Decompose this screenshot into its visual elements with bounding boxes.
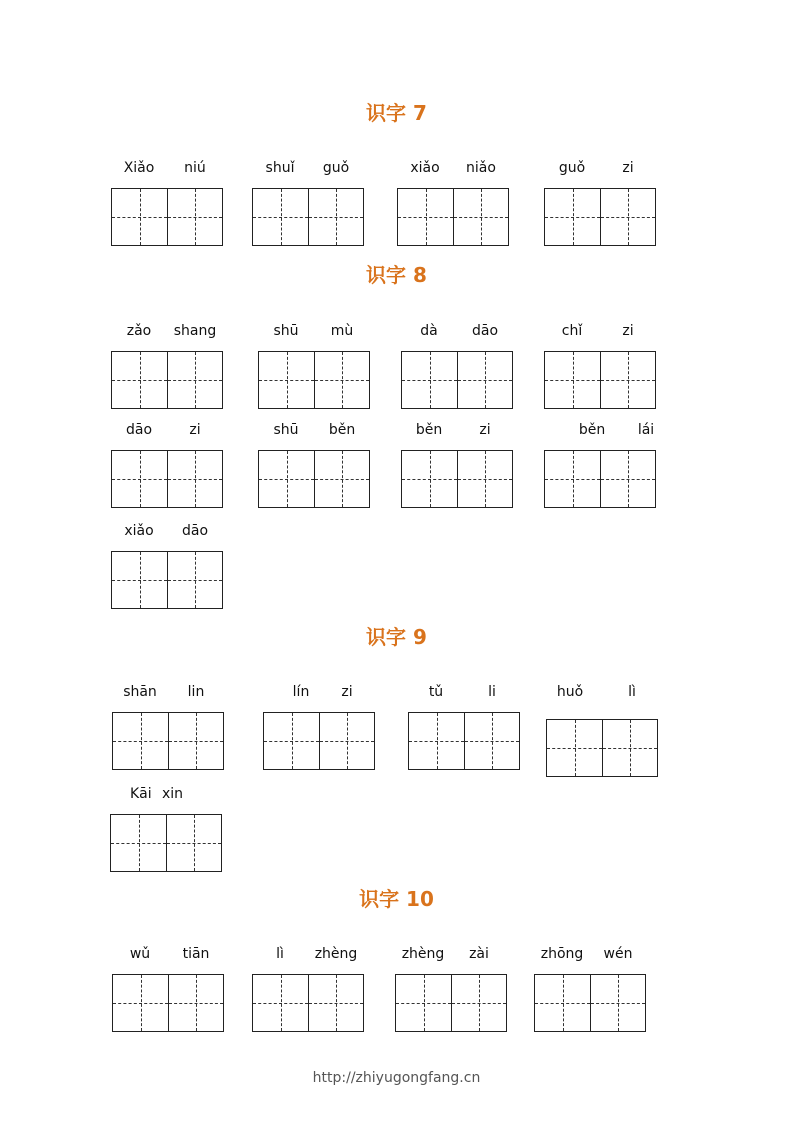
tianzige-cell xyxy=(451,975,506,1031)
tianzige-grid xyxy=(111,450,223,508)
tianzige-grid xyxy=(263,712,375,770)
pinyin-row xyxy=(111,323,223,343)
tianzige-cell xyxy=(314,352,369,408)
pinyin-row xyxy=(111,160,223,180)
tianzige-grid xyxy=(111,551,223,609)
pinyin-row xyxy=(263,684,375,704)
pinyin-left: shū xyxy=(273,422,299,438)
tianzige-grid xyxy=(408,712,520,770)
pinyin-left: Kāi xyxy=(130,786,152,802)
pinyin-right: lái xyxy=(637,422,655,438)
tianzige-cell xyxy=(308,189,363,245)
pinyin-row xyxy=(258,422,370,442)
pinyin-left: zǎo xyxy=(126,323,152,339)
pinyin-row xyxy=(397,160,509,180)
tianzige-cell xyxy=(112,552,167,608)
section-title-shizi-8: 识字 8 xyxy=(366,263,427,287)
pinyin-left: lín xyxy=(292,684,310,700)
pinyin-right: lì xyxy=(628,684,636,700)
pinyin-row xyxy=(112,946,224,966)
pinyin-row xyxy=(401,323,513,343)
tianzige-grid xyxy=(544,450,656,508)
tianzige-cell xyxy=(545,352,600,408)
pinyin-right: guǒ xyxy=(322,160,350,176)
pinyin-right: li xyxy=(488,684,496,700)
pinyin-right: shang xyxy=(173,323,217,339)
tianzige-grid xyxy=(111,351,223,409)
tianzige-cell xyxy=(547,720,602,776)
pinyin-left: wǔ xyxy=(129,946,151,962)
pinyin-left: guǒ xyxy=(558,160,586,176)
pinyin-left: dāo xyxy=(125,422,153,438)
tianzige-cell xyxy=(600,451,655,507)
pinyin-left: zhèng xyxy=(401,946,445,962)
pinyin-left: zhōng xyxy=(540,946,584,962)
tianzige-cell xyxy=(402,451,457,507)
pinyin-right: dāo xyxy=(471,323,499,339)
tianzige-cell xyxy=(111,815,166,871)
pinyin-right: zi xyxy=(622,160,634,176)
pinyin-left: běn xyxy=(415,422,443,438)
tianzige-grid xyxy=(258,351,370,409)
tianzige-cell xyxy=(590,975,645,1031)
pinyin-right: zi xyxy=(479,422,491,438)
pinyin-row xyxy=(534,946,646,966)
tianzige-cell xyxy=(113,975,168,1031)
tianzige-grid xyxy=(401,351,513,409)
tianzige-cell xyxy=(113,713,168,769)
pinyin-right: mù xyxy=(330,323,354,339)
tianzige-cell xyxy=(398,189,453,245)
tianzige-grid xyxy=(546,719,658,777)
pinyin-left: xiǎo xyxy=(410,160,440,176)
pinyin-row xyxy=(111,422,223,442)
tianzige-cell xyxy=(259,352,314,408)
pinyin-right: niú xyxy=(184,160,206,176)
pinyin-left: shān xyxy=(123,684,157,700)
pinyin-left: Xiǎo xyxy=(123,160,155,176)
pinyin-right: zi xyxy=(189,422,201,438)
tianzige-cell xyxy=(409,713,464,769)
pinyin-right: zhèng xyxy=(314,946,358,962)
tianzige-grid xyxy=(544,351,656,409)
pinyin-row xyxy=(544,422,656,442)
footer-url: http://zhiyugongfang.cn xyxy=(312,1070,481,1086)
pinyin-row xyxy=(112,684,224,704)
tianzige-cell xyxy=(168,975,223,1031)
tianzige-grid xyxy=(252,188,364,246)
tianzige-cell xyxy=(253,975,308,1031)
pinyin-row xyxy=(544,160,656,180)
tianzige-cell xyxy=(545,189,600,245)
tianzige-cell xyxy=(602,720,657,776)
pinyin-right: tiān xyxy=(182,946,210,962)
pinyin-row xyxy=(258,323,370,343)
tianzige-cell xyxy=(600,189,655,245)
tianzige-cell xyxy=(308,975,363,1031)
tianzige-cell xyxy=(253,189,308,245)
pinyin-row xyxy=(252,946,364,966)
tianzige-cell xyxy=(259,451,314,507)
tianzige-grid xyxy=(252,974,364,1032)
tianzige-grid xyxy=(544,188,656,246)
section-title-shizi-7: 识字 7 xyxy=(366,101,427,125)
tianzige-cell xyxy=(264,713,319,769)
tianzige-cell xyxy=(319,713,374,769)
pinyin-right: wén xyxy=(603,946,633,962)
tianzige-cell xyxy=(457,352,512,408)
pinyin-left: shuǐ xyxy=(265,160,295,176)
pinyin-left: shū xyxy=(273,323,299,339)
pinyin-row xyxy=(110,786,222,806)
tianzige-cell xyxy=(314,451,369,507)
pinyin-left: tǔ xyxy=(428,684,444,700)
tianzige-grid xyxy=(395,974,507,1032)
tianzige-cell xyxy=(166,815,221,871)
tianzige-cell xyxy=(168,713,223,769)
pinyin-right: běn xyxy=(328,422,356,438)
tianzige-cell xyxy=(464,713,519,769)
tianzige-cell xyxy=(396,975,451,1031)
tianzige-cell xyxy=(112,189,167,245)
pinyin-row xyxy=(111,523,223,543)
tianzige-cell xyxy=(112,352,167,408)
tianzige-cell xyxy=(167,552,222,608)
section-title-shizi-9: 识字 9 xyxy=(366,625,427,649)
tianzige-grid xyxy=(111,188,223,246)
pinyin-left: dà xyxy=(420,323,438,339)
pinyin-right: niǎo xyxy=(466,160,496,176)
pinyin-left: xiǎo xyxy=(124,523,154,539)
tianzige-cell xyxy=(167,451,222,507)
pinyin-left: chǐ xyxy=(561,323,583,339)
pinyin-row xyxy=(401,422,513,442)
pinyin-row xyxy=(252,160,364,180)
tianzige-grid xyxy=(112,712,224,770)
pinyin-right: zi xyxy=(622,323,634,339)
tianzige-grid xyxy=(258,450,370,508)
pinyin-right: dāo xyxy=(181,523,209,539)
tianzige-cell xyxy=(453,189,508,245)
tianzige-grid xyxy=(534,974,646,1032)
pinyin-row xyxy=(546,684,658,704)
tianzige-cell xyxy=(167,352,222,408)
tianzige-cell xyxy=(457,451,512,507)
tianzige-cell xyxy=(112,451,167,507)
tianzige-grid xyxy=(401,450,513,508)
pinyin-right: lin xyxy=(187,684,205,700)
tianzige-cell xyxy=(167,189,222,245)
section-title-shizi-10: 识字 10 xyxy=(359,887,434,911)
pinyin-left: huǒ xyxy=(556,684,584,700)
tianzige-grid xyxy=(112,974,224,1032)
pinyin-right: zi xyxy=(341,684,353,700)
pinyin-right: xin xyxy=(162,786,184,802)
pinyin-right: zài xyxy=(469,946,489,962)
tianzige-grid xyxy=(110,814,222,872)
tianzige-cell xyxy=(545,451,600,507)
pinyin-row xyxy=(408,684,520,704)
tianzige-cell xyxy=(535,975,590,1031)
pinyin-left: lì xyxy=(276,946,284,962)
tianzige-grid xyxy=(397,188,509,246)
pinyin-row xyxy=(395,946,507,966)
pinyin-row xyxy=(544,323,656,343)
pinyin-left: běn xyxy=(578,422,606,438)
tianzige-cell xyxy=(402,352,457,408)
tianzige-cell xyxy=(600,352,655,408)
